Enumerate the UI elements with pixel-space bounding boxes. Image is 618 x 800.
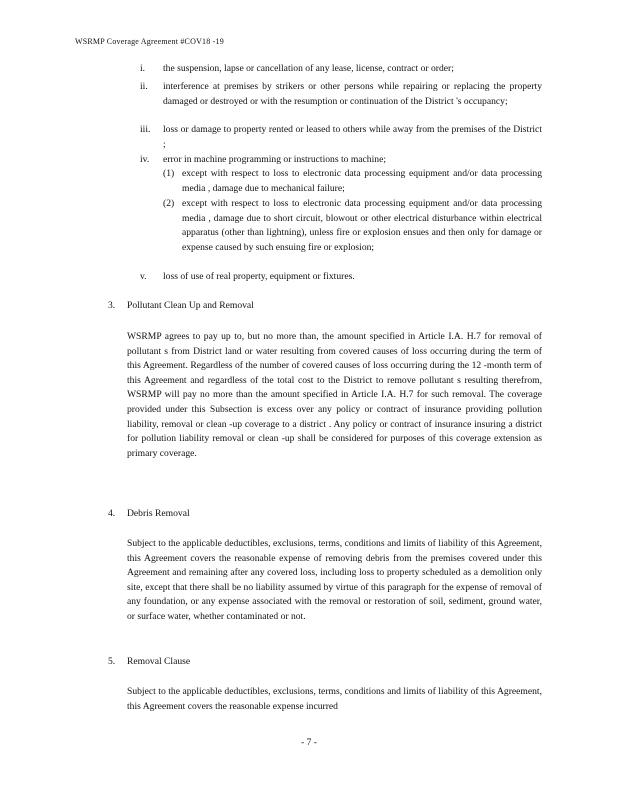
section-number: 3. <box>108 300 116 311</box>
sub-item-1 <box>163 167 542 196</box>
section-title: Debris Removal <box>127 508 190 519</box>
list-item-text: error in machine programming or instructions to machine; <box>163 154 386 165</box>
sub-item-text: except with respect to loss to electronic data processing equipment and/or data processing media , damage due to mechanical failure; <box>182 168 542 194</box>
list-item-text: loss or damage to property rented or leased to others while away from the premises of the District ; <box>163 124 542 150</box>
sub-item-2 <box>163 197 542 255</box>
section-body-3: WSRMP agrees to pay up to, but no more than, the amount specified in Article I.A. H.7 for removal of pollutant s from District land or water resulting from covered causes of loss occurring during the term of this Agreement. Regardless of the number of covered causes of loss occurring during the 12 -month term of this Agreement and regardless of the total cost to the District to remove pollutant s resulting therefrom, WSRMP will pay no more than the amount specified in Article I.A. H.7 for such removal. The coverage provided under this Subsection is excess over any policy or contract of insurance providing pollution liability, removal or clean -up coverage to a district . Any policy or contract of insurance insuring a district for pollution liability removal or clean -up shall be considered for purposes of this coverage extension as primary coverage. <box>127 331 542 459</box>
list-item-number: i. <box>140 63 146 74</box>
sub-item-number: (2) <box>163 198 175 209</box>
section-body-4: Subject to the applicable deductibles, exclusions, terms, conditions and limits of liability of this Agreement, this Agreement covers the reasonable expense of removing debris from the premises covered under this Agreement and remaining after any covered loss, including loss to property scheduled as a demolition only site, except that there shall be no liability assumed by virtue of this paragraph for the expense of removal of any foundation, or any expense associated with the removal or restoration of soil, sediment, ground water, or surface water, whether contaminated or not. <box>127 538 542 622</box>
sub-item-number: (1) <box>163 168 175 179</box>
list-item-v <box>140 270 542 285</box>
list-item-iv <box>140 153 542 168</box>
list-item-i <box>140 62 542 77</box>
section-title: Removal Clause <box>127 656 191 667</box>
section-number: 4. <box>108 508 116 519</box>
section-title: Pollutant Clean Up and Removal <box>127 300 254 311</box>
page-number: - 7 - <box>301 737 317 748</box>
document-header: WSRMP Coverage Agreement #COV18 -19 <box>75 37 224 46</box>
section-body-5: Subject to the applicable deductibles, exclusions, terms, conditions and limits of liability of this Agreement, this Agreement covers the reasonable expense incurred <box>127 686 542 712</box>
section-number: 5. <box>108 656 116 667</box>
sub-item-text: except with respect to loss to electronic data processing equipment and/or data processing media , damage due to short circuit, blowout or other electrical disturbance within electrical apparatus (other than lightning), unless fire or explosion ensues and then only for damage or expense caused by such ensuing fire or explosion; <box>182 198 542 253</box>
list-item-text: loss of use of real property, equipment or fixtures. <box>163 271 355 282</box>
list-item-iii <box>140 123 542 152</box>
list-item-number: iv. <box>140 154 150 165</box>
list-item-text: the suspension, lapse or cancellation of any lease, license, contract or order; <box>163 63 454 74</box>
list-item-number: ii. <box>140 81 148 92</box>
list-item-number: iii. <box>140 124 151 135</box>
list-item-number: v. <box>140 271 147 282</box>
list-item-text: interference at premises by strikers or other persons while repairing or replacing the property damaged or destroyed or with the resumption or continuation of the District 's occupancy; <box>163 81 542 107</box>
list-item-ii <box>140 80 542 109</box>
